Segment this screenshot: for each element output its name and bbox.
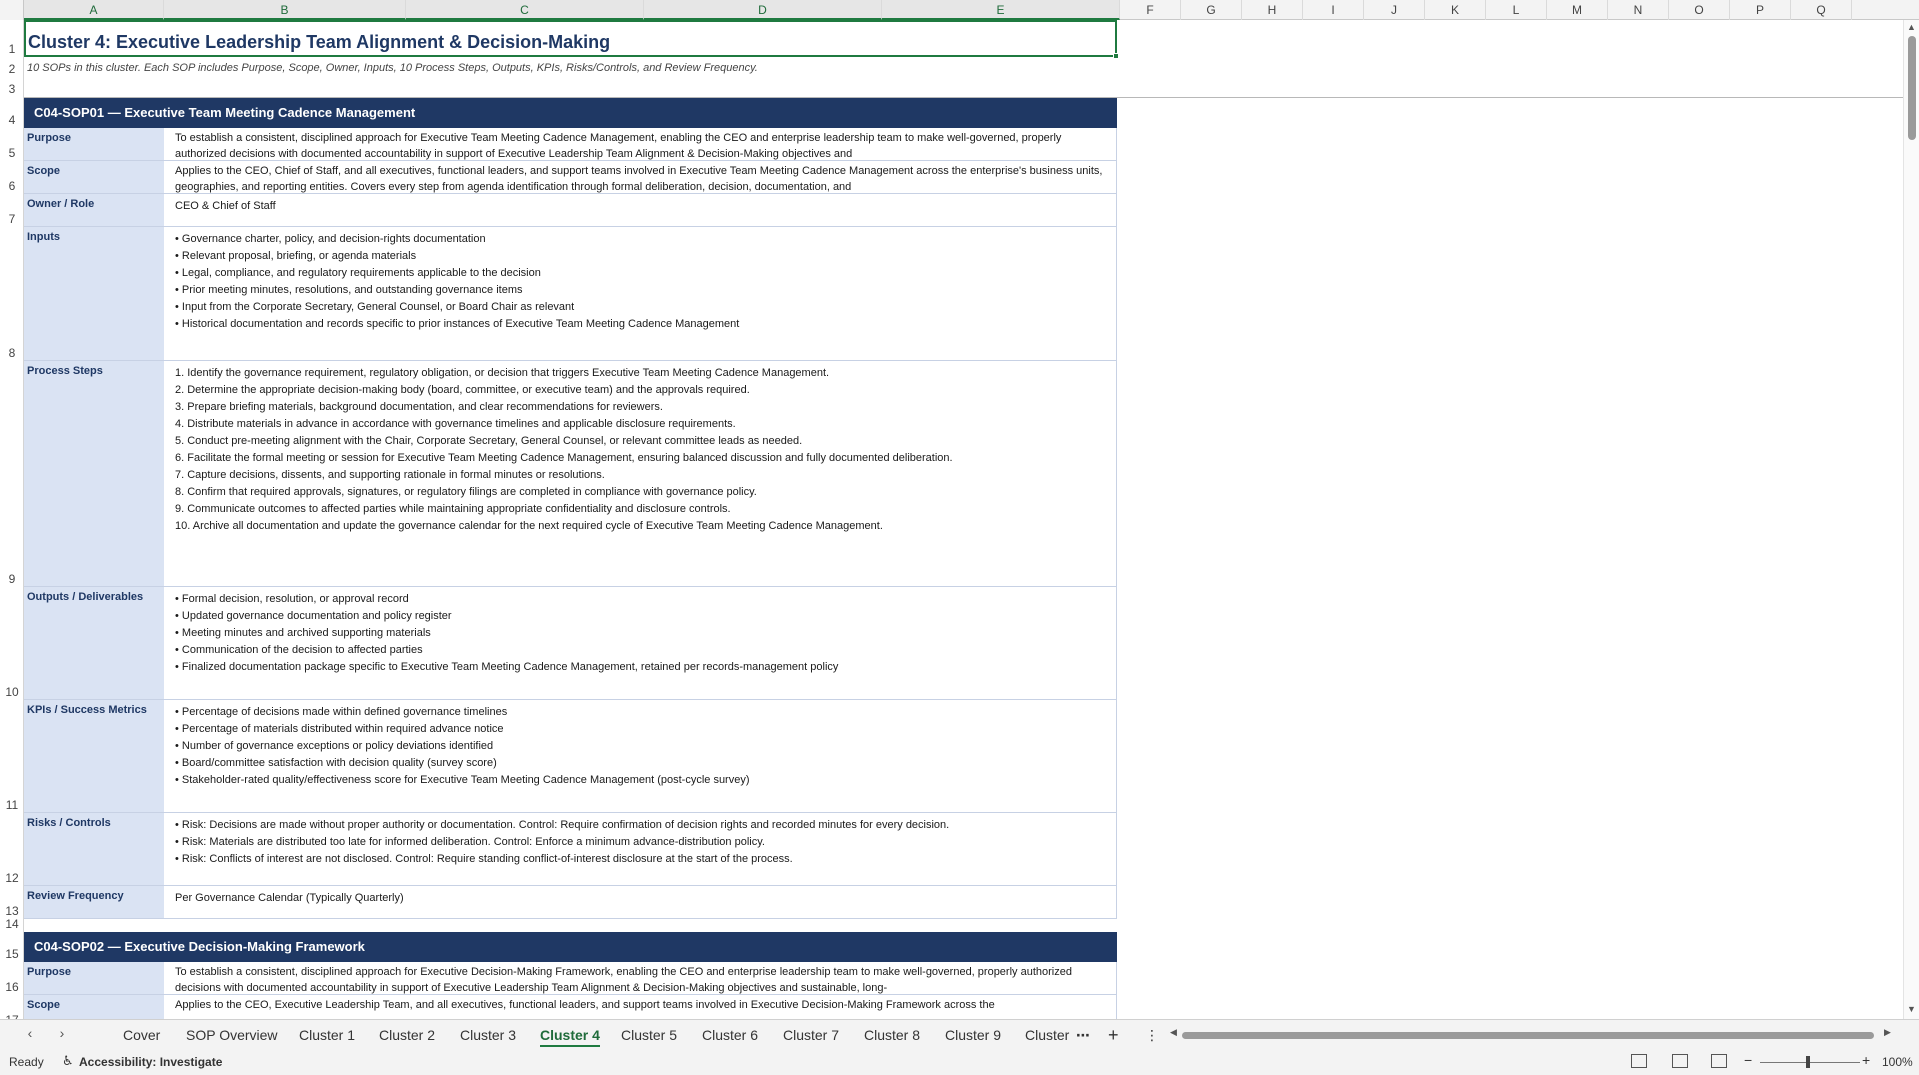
list-item: • Board/committee satisfaction with decision quality (survey score): [175, 757, 497, 769]
column-header[interactable]: K: [1425, 0, 1486, 20]
column-header[interactable]: M: [1547, 0, 1608, 20]
list-item: • Formal decision, resolution, or approval record: [175, 593, 409, 605]
row-header[interactable]: 10: [5, 685, 19, 699]
plus-icon[interactable]: +: [1108, 1025, 1119, 1045]
risks-value[interactable]: [164, 813, 1117, 886]
status-bar: [0, 1049, 1919, 1075]
row-header[interactable]: 15: [5, 947, 19, 961]
list-item: 8. Confirm that required approvals, signatures, or regulatory filings are completed in compliance with governance policy.: [175, 486, 757, 498]
list-item: • Governance charter, policy, and decision-rights documentation: [175, 233, 486, 245]
column-header[interactable]: A: [24, 0, 164, 20]
list-item: 7. Capture decisions, dissents, and supporting rationale in formal minutes or resolutions.: [175, 469, 605, 481]
scroll-up-icon[interactable]: ▲: [1907, 22, 1916, 32]
sheet-tab[interactable]: Cluster 3: [460, 1027, 517, 1043]
scope-value[interactable]: Applies to the CEO, Chief of Staff, and all executives, functional leaders, and support teams involved in Executive Team Meeting Cadence Management across the enterprise's business units, geographies, and reporting entities. Covers every step from agenda identification through formal deliberation, decision, documentation, and: [164, 161, 1117, 194]
accessibility-status[interactable]: Accessibility: Investigate: [79, 1055, 223, 1069]
sheet-subtitle: 10 SOPs in this cluster. Each SOP includes Purpose, Scope, Owner, Inputs, 10 Process Steps, Outputs, KPIs, Risks/Controls, and Review Frequency.: [27, 62, 758, 74]
row-header[interactable]: 14: [5, 917, 19, 931]
zoom-out-icon[interactable]: −: [1744, 1052, 1753, 1068]
sheet-tab[interactable]: SOP Overview: [186, 1027, 278, 1043]
sheet-tab[interactable]: Cluster 2: [379, 1027, 436, 1043]
list-item: • Number of governance exceptions or policy deviations identified: [175, 740, 494, 752]
vertical-ellipsis-icon[interactable]: ⋮: [1145, 1027, 1159, 1043]
list-item: • Communication of the decision to affected parties: [175, 644, 423, 656]
purpose-label: Purpose: [24, 128, 164, 161]
row-header[interactable]: 7: [8, 212, 16, 226]
row-header[interactable]: 4: [8, 113, 16, 127]
sheet-tab[interactable]: Cluster 9: [945, 1027, 1002, 1043]
zoom-slider[interactable]: [1760, 1062, 1860, 1063]
row-header[interactable]: 12: [5, 871, 19, 885]
scroll-down-icon[interactable]: ▼: [1907, 1004, 1916, 1014]
list-item: • Finalized documentation package specific to Executive Team Meeting Cadence Management, retained per records-management policy: [175, 661, 839, 673]
list-item: • Stakeholder-rated quality/effectiveness score for Executive Team Meeting Cadence Management (post-cycle survey): [175, 774, 750, 786]
process-steps-value[interactable]: [164, 361, 1117, 587]
owner-label: Owner / Role: [24, 194, 164, 227]
column-header[interactable]: L: [1486, 0, 1547, 20]
list-item: • Risk: Conflicts of interest are not disclosed. Control: Require standing conflict-of-interest disclosure at the start of the process.: [175, 853, 793, 865]
sheet-tab[interactable]: Cluster 5: [621, 1027, 678, 1043]
owner-value[interactable]: CEO & Chief of Staff: [164, 194, 1117, 227]
column-header[interactable]: C: [406, 0, 644, 20]
row-header[interactable]: 13: [5, 904, 19, 918]
row-header[interactable]: 8: [8, 346, 16, 360]
column-header[interactable]: O: [1669, 0, 1730, 20]
row-header[interactable]: 9: [8, 572, 16, 586]
column-header[interactable]: J: [1364, 0, 1425, 20]
vertical-scroll-thumb[interactable]: [1908, 36, 1916, 140]
row-header[interactable]: 5: [8, 146, 16, 160]
kpis-label: KPIs / Success Metrics: [24, 700, 164, 813]
zoom-in-icon[interactable]: +: [1862, 1052, 1871, 1068]
inputs-label: Inputs: [24, 227, 164, 361]
zoom-level[interactable]: 100%: [1882, 1055, 1913, 1069]
scroll-right-icon[interactable]: ▶: [1884, 1027, 1891, 1037]
sheet-tab-active[interactable]: Cluster 4: [540, 1023, 600, 1047]
sheet-tab[interactable]: Cluster 6: [702, 1027, 759, 1043]
normal-view-icon[interactable]: [1631, 1054, 1647, 1068]
list-item: • Prior meeting minutes, resolutions, and outstanding governance items: [175, 284, 523, 296]
process-steps-label: Process Steps: [24, 361, 164, 587]
column-header[interactable]: N: [1608, 0, 1669, 20]
sheet-tab[interactable]: Cluster 1: [299, 1027, 356, 1043]
row-header[interactable]: 2: [8, 62, 16, 76]
column-header-bar: [0, 0, 1919, 20]
list-item: 1. Identify the governance requirement, regulatory obligation, or decision that triggers Executive Team Meeting Cadence Management.: [175, 367, 830, 379]
sheet-tab[interactable]: Cluster: [1025, 1027, 1070, 1043]
scope-value[interactable]: Applies to the CEO, Executive Leadership Team, and all executives, functional leaders, and support teams involved in Executive Decision-Making Framework across the: [164, 995, 1117, 1028]
select-all-corner[interactable]: [0, 0, 24, 20]
page-break-view-icon[interactable]: [1711, 1054, 1727, 1068]
purpose-label: Purpose: [24, 962, 164, 995]
purpose-value[interactable]: To establish a consistent, disciplined approach for Executive Team Meeting Cadence Management, enabling the CEO and enterprise leadership team to make well-governed, properly authorized decisions with documented accountability in support of Executive Leadership Team Alignment & Decision-Making objectives and: [164, 128, 1117, 161]
column-header[interactable]: P: [1730, 0, 1791, 20]
fill-handle[interactable]: [1113, 53, 1119, 59]
scroll-left-icon[interactable]: ◀: [1170, 1027, 1177, 1037]
list-item: • Relevant proposal, briefing, or agenda materials: [175, 250, 417, 262]
list-item: 5. Conduct pre-meeting alignment with the Chair, Corporate Secretary, General Counsel, or relevant committee leads as needed.: [175, 435, 803, 447]
row-header[interactable]: 6: [8, 179, 16, 193]
row-header[interactable]: 1: [8, 42, 16, 56]
worksheet-grid[interactable]: [24, 20, 1903, 1019]
list-item: 9. Communicate outcomes to affected parties while maintaining appropriate confidentiality and disclosure controls.: [175, 503, 731, 515]
list-item: • Percentage of materials distributed within required advance notice: [175, 723, 504, 735]
inputs-value[interactable]: [164, 227, 1117, 361]
row-header[interactable]: 16: [5, 980, 19, 994]
sop-header: C04-SOP02 — Executive Decision-Making Framework: [24, 932, 1117, 962]
column-header[interactable]: G: [1181, 0, 1242, 20]
sheet-title: Cluster 4: Executive Leadership Team Alignment & Decision-Making: [28, 32, 611, 52]
sop-header: C04-SOP01 — Executive Team Meeting Cadence Management: [24, 98, 1117, 128]
sheet-tab[interactable]: Cluster 7: [783, 1027, 840, 1043]
sheet-tab-bar: [0, 1019, 1919, 1049]
chevron-right-icon[interactable]: ›: [59, 1025, 65, 1041]
column-header[interactable]: Q: [1791, 0, 1852, 20]
list-item: 4. Distribute materials in advance in accordance with governance timelines and applicable disclosure requirements.: [175, 418, 736, 430]
row-header[interactable]: 3: [8, 82, 16, 96]
chevron-left-icon[interactable]: ‹: [27, 1025, 33, 1041]
column-header[interactable]: H: [1242, 0, 1303, 20]
page-layout-view-icon[interactable]: [1672, 1054, 1688, 1068]
accessibility-icon[interactable]: ♿: [62, 1053, 74, 1068]
sheet-tab[interactable]: Cover: [123, 1027, 161, 1043]
kpis-value[interactable]: [164, 700, 1117, 813]
list-item: 2. Determine the appropriate decision-making body (board, committee, or executive team) and the approvals required.: [175, 384, 750, 396]
outputs-value[interactable]: [164, 587, 1117, 700]
column-header[interactable]: F: [1120, 0, 1181, 20]
ellipsis-icon[interactable]: ⋯: [1076, 1027, 1090, 1043]
purpose-value[interactable]: To establish a consistent, disciplined approach for Executive Decision-Making Framework, enabling the CEO and enterprise leadership team to make well-governed, properly authorized decisions with documented accountability in support of Executive Leadership Team Alignment & Decision-Making objectives and sustainable, long-: [164, 962, 1117, 995]
list-item: • Legal, compliance, and regulatory requirements applicable to the decision: [175, 267, 541, 279]
sheet-tab[interactable]: Cluster 8: [864, 1027, 921, 1043]
review-frequency-label: Review Frequency: [24, 886, 164, 919]
risks-label: Risks / Controls: [24, 813, 164, 886]
horizontal-scroll-thumb[interactable]: [1182, 1032, 1874, 1039]
column-header[interactable]: D: [644, 0, 882, 20]
list-item: 10. Archive all documentation and update the governance calendar for the next required cycle of Executive Team Meeting Cadence Management.: [175, 520, 883, 532]
column-header[interactable]: I: [1303, 0, 1364, 20]
column-header[interactable]: E: [882, 0, 1120, 20]
list-item: 3. Prepare briefing materials, background documentation, and clear recommendations for reviewers.: [175, 401, 663, 413]
list-item: • Percentage of decisions made within defined governance timelines: [175, 706, 508, 718]
list-item: • Meeting minutes and archived supporting materials: [175, 627, 431, 639]
review-frequency-value[interactable]: Per Governance Calendar (Typically Quarterly): [164, 886, 1117, 919]
scope-label: Scope: [24, 161, 164, 194]
zoom-slider-knob[interactable]: [1806, 1056, 1810, 1068]
scope-label: Scope: [24, 995, 164, 1028]
list-item: • Risk: Materials are distributed too late for informed deliberation. Control: Enforce a minimum advance-distribution policy.: [175, 836, 765, 848]
list-item: • Historical documentation and records specific to prior instances of Executive Team Meeting Cadence Management: [175, 318, 740, 330]
list-item: • Risk: Decisions are made without proper authority or documentation. Control: Require confirmation of decision rights and recorded minutes for every decision.: [175, 819, 950, 831]
outputs-label: Outputs / Deliverables: [24, 587, 164, 700]
vertical-scrollbar[interactable]: [1903, 20, 1919, 1019]
row-header-bar: [0, 20, 24, 1019]
status-ready: Ready: [9, 1055, 44, 1069]
list-item: • Input from the Corporate Secretary, General Counsel, or Board Chair as relevant: [175, 301, 575, 313]
row-header[interactable]: 11: [5, 798, 19, 812]
list-item: • Updated governance documentation and policy register: [175, 610, 452, 622]
list-item: 6. Facilitate the formal meeting or session for Executive Team Meeting Cadence Management, ensuring balanced discussion and fully documented deliberation.: [175, 452, 953, 464]
horizontal-scrollbar[interactable]: [1170, 1027, 1895, 1040]
column-header[interactable]: B: [164, 0, 406, 20]
